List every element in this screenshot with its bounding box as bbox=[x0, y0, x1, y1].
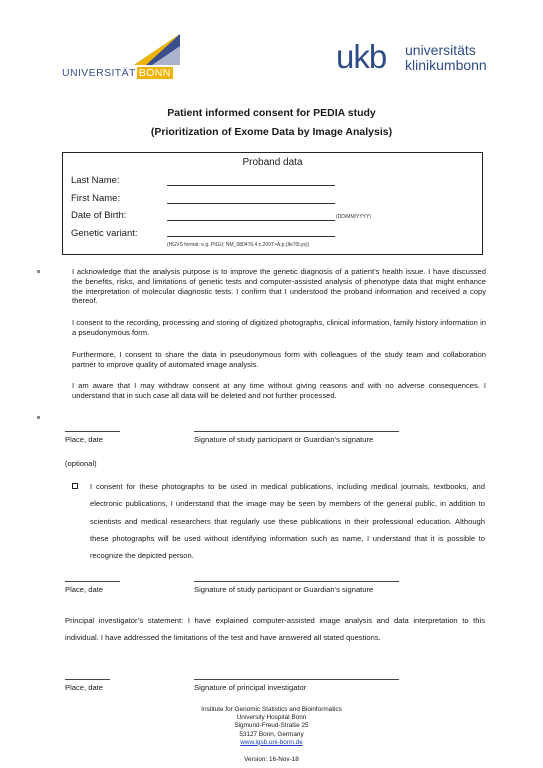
ukb-logo-wordmark: universitäts klinikumbonn bbox=[405, 42, 487, 73]
place-date-line[interactable] bbox=[65, 679, 110, 680]
footer-institute: Institute for Genomic Statistics and Bioinformatics bbox=[201, 706, 342, 713]
consent-paragraph-2: I consent to the recording, processing and storing of digitized photographs, clinical information, family history information in a pseudonymous form. bbox=[72, 318, 486, 337]
genetic-variant-field[interactable] bbox=[167, 227, 335, 237]
consent-paragraph-1: I acknowledge that the analysis purpose is to improve the genetic diagnosis of a patient’s health issue. I have discussed the benefits, risks, and limitations of genetic tests and computer-assisted analysis of phenotype data that might enhance the interpretation of molecular diagnostic tests. I confirm that I understood the proband information and received a copy thereof. bbox=[72, 267, 486, 306]
ukb-logo-mark: ukb bbox=[336, 38, 387, 75]
place-date-label: Place, date bbox=[65, 435, 103, 444]
last-name-label: Last Name: bbox=[71, 175, 120, 186]
document-subtitle: (Prioritization of Exome Data by Image Analysis) bbox=[150, 126, 393, 138]
ukb-logo bbox=[336, 38, 508, 80]
photo-consent-checkbox[interactable] bbox=[72, 483, 78, 489]
footer-version: Version: 16-Nov-18 bbox=[244, 756, 299, 763]
footer-hospital: University Hospital Bonn bbox=[236, 714, 307, 722]
date-of-birth-field[interactable] bbox=[167, 211, 335, 221]
participant-signature-label: Signature of study participant or Guardian’s signature bbox=[194, 435, 374, 444]
investigator-signature-label: Signature of principal investigator bbox=[194, 683, 307, 692]
place-date-line[interactable] bbox=[65, 581, 120, 582]
margin-marker bbox=[37, 416, 40, 419]
document-title: Patient informed consent for PEDIA study bbox=[167, 107, 376, 119]
footer-street: Sigmund-Freud-Straße 25 bbox=[234, 722, 309, 730]
first-name-label: First Name: bbox=[71, 193, 121, 204]
date-of-birth-label: Date of Birth: bbox=[71, 210, 127, 221]
investigator-signature-line[interactable] bbox=[194, 679, 399, 680]
genetic-variant-label: Genetic variant: bbox=[71, 228, 138, 239]
participant-signature-label: Signature of study participant or Guardian’s signature bbox=[194, 585, 374, 594]
photo-consent-text: I consent for these photographs to be used in medical publications, including medical journals, textbooks, and electronic publications, I understand that the image may be seen by members of the general public, in addition to scientists and medical researchers that regularly use these publications in their professional education. Although these photographs will be used without identifying information such as name, I understand that it is possible to recognize the depicted person. bbox=[90, 482, 485, 561]
first-name-field[interactable] bbox=[167, 194, 335, 204]
principal-investigator-statement: Principal investigator’s statement: I have explained computer-assisted image analysis and data interpretation to this individual. I have addressed the limitations of the test and have answered all stated questions. bbox=[65, 616, 485, 642]
footer-city: 53127 Bonn, Germany bbox=[239, 730, 304, 738]
place-date-label: Place, date bbox=[65, 683, 103, 692]
university-bonn-logo bbox=[62, 34, 180, 80]
proband-data-box bbox=[62, 152, 483, 255]
hgvs-format-hint: (HGVS format: e.g. PIGU; NM_080476.4:c.209T>A;p.(Ile70Lys)) bbox=[167, 242, 310, 248]
consent-paragraph-3: Furthermore, I consent to share the data in pseudonymous form with colleagues of the study team and collaboration partner to improve quality of automated image analysis. bbox=[72, 350, 486, 369]
footer-website-link[interactable]: www.igsb.uni-bonn.de bbox=[240, 738, 303, 746]
place-date-label: Place, date bbox=[65, 585, 103, 594]
proband-data-heading: Proband data bbox=[242, 157, 303, 168]
participant-signature-line[interactable] bbox=[194, 581, 399, 582]
consent-paragraph-4: I am aware that I may withdraw consent at any time without giving reasons and with no adverse consequences. I understand that in such case all data will be deleted and not further processed. bbox=[72, 381, 486, 400]
university-bonn-wordmark: UNIVERSITÄT BONN bbox=[62, 67, 171, 79]
date-format-hint: (DD/MM/YYYY) bbox=[336, 214, 371, 220]
participant-signature-line[interactable] bbox=[194, 431, 399, 432]
place-date-line[interactable] bbox=[65, 431, 120, 432]
margin-marker bbox=[37, 270, 40, 273]
university-bonn-logo-mark bbox=[134, 34, 180, 65]
last-name-field[interactable] bbox=[167, 176, 335, 186]
optional-label: (optional) bbox=[65, 459, 97, 468]
footer-address bbox=[0, 706, 543, 747]
